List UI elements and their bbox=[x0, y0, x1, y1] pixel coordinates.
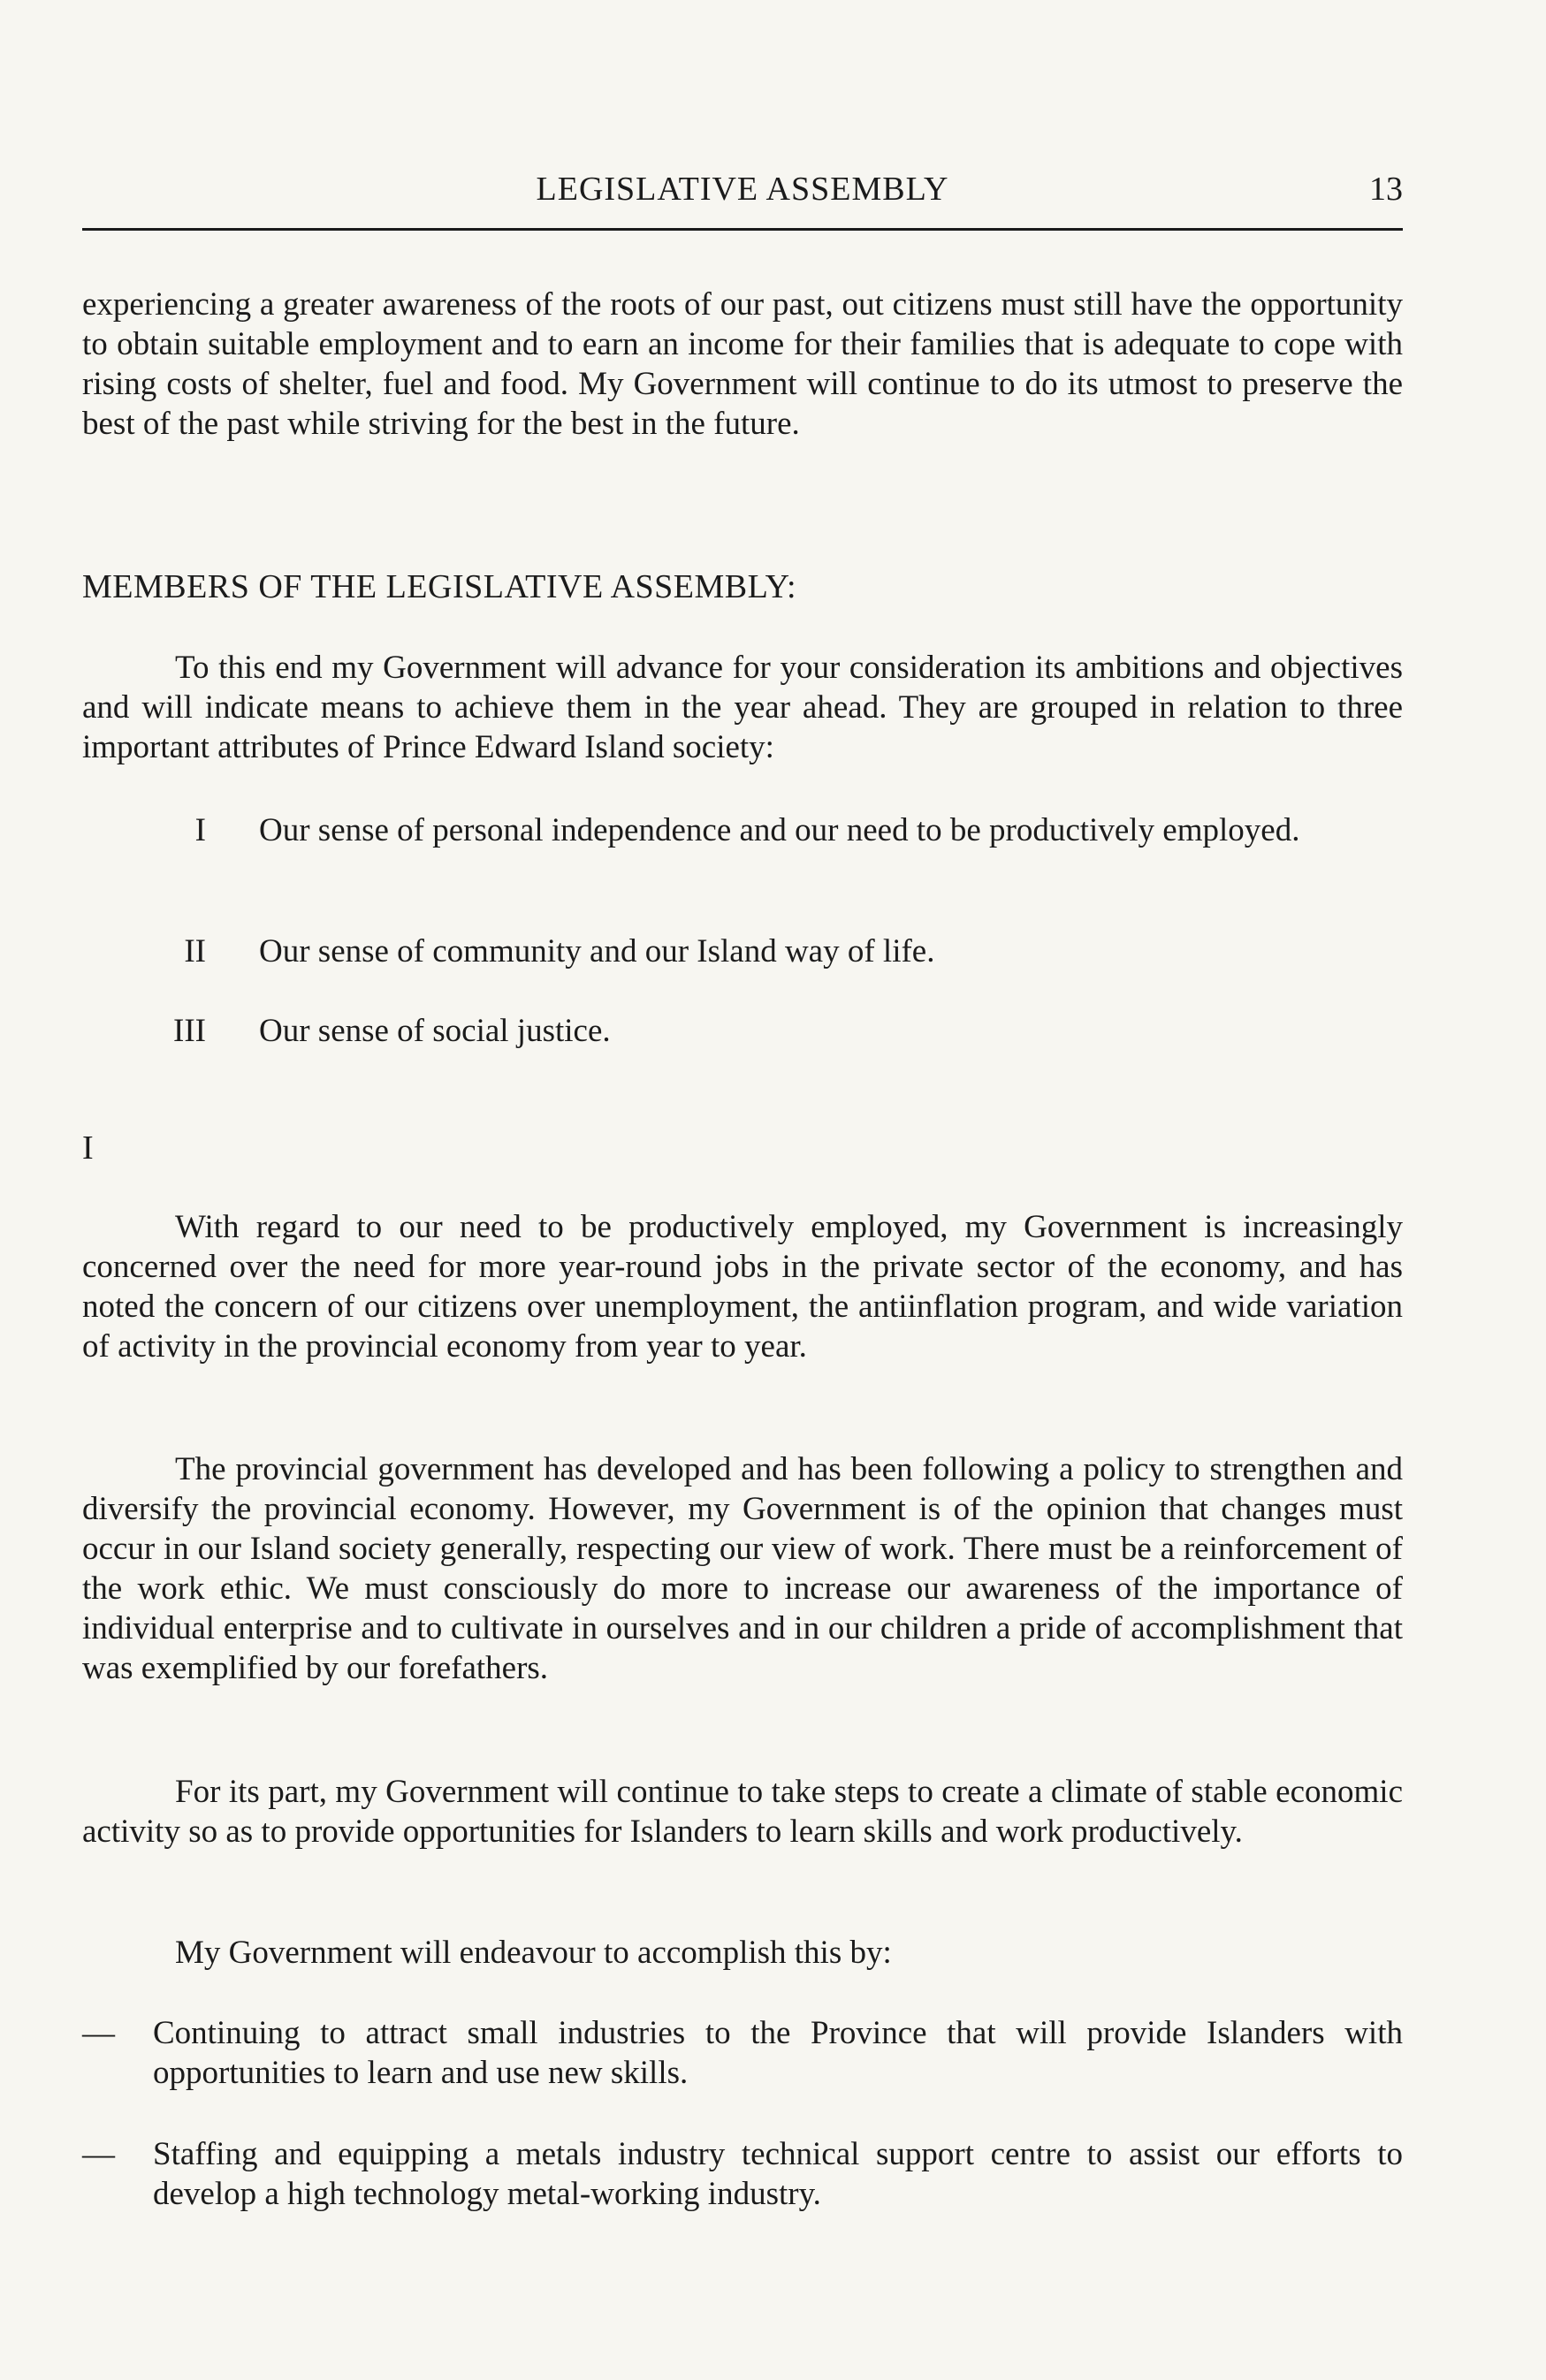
attribute-numeral: II bbox=[184, 933, 206, 969]
header-rule bbox=[82, 228, 1403, 231]
members-heading: MEMBERS OF THE LEGISLATIVE ASSEMBLY: bbox=[82, 568, 797, 605]
measure-text: Staffing and equipping a metals industry technical support centre to assist our efforts to develop a high technology metal-working industry. bbox=[153, 2136, 1403, 2212]
dash-bullet: — bbox=[82, 2015, 115, 2051]
paragraph-climate: For its part, my Government will continue to take steps to create a climate of stable economic activity so as to provide opportunities for Islanders to learn skills and work productively. bbox=[82, 1774, 1403, 1850]
paragraph-economic-policy: The provincial government has developed and has been following a policy to strengthen and diversify the provincial economy. However, my Government is of the opinion that changes must occur in our Island society generally, respecting our view of work. There must be a reinforcement of the work ethic. We must consciously do more to increase our awareness of the importance of individual enterprise and to cultivate in ourselves and in our children a pride of accomplishment that was exemplified by our forefathers. bbox=[82, 1451, 1403, 1686]
section-numeral: I bbox=[82, 1129, 94, 1167]
paragraph-endeavour: My Government will endeavour to accomplish this by: bbox=[175, 1935, 892, 1971]
paragraph-productive-employment: With regard to our need to be productively employed, my Government is increasingly concerned over the need for more year-round jobs in the private sector of the economy, and has noted the concern of our citizens over unemployment, the antiinflation program, and wide variation of activity in the provincial economy from year to year. bbox=[82, 1209, 1403, 1365]
running-title: LEGISLATIVE ASSEMBLY bbox=[536, 171, 949, 208]
attribute-text: Our sense of social justice. bbox=[259, 1013, 611, 1049]
intro-paragraph: To this end my Government will advance for your consideration its ambitions and objectives and will indicate means to achieve them in the year ahead. They are grouped in relation to three important attributes of Prince Edward Island society: bbox=[82, 650, 1403, 765]
measure-item bbox=[82, 2013, 1403, 2095]
measure-item bbox=[82, 2134, 1403, 2216]
attribute-numeral: I bbox=[194, 812, 206, 848]
continuation-paragraph: experiencing a greater awareness of the roots of our past, out citizens must still have the opportunity to obtain suitable employment and to earn an income for their families that is adequate to cope with rising costs of shelter, fuel and food. My Government will continue to do its utmost to preserve the best of the past while striving for the best in the future. bbox=[82, 286, 1403, 442]
attribute-numeral: III bbox=[173, 1013, 206, 1049]
attribute-item bbox=[82, 1011, 1403, 1052]
dash-bullet: — bbox=[82, 2136, 115, 2172]
attribute-item bbox=[82, 931, 1403, 972]
attribute-text: Our sense of community and our Island way of life. bbox=[259, 933, 935, 969]
attribute-text: Our sense of personal independence and our need to be productively employed. bbox=[259, 812, 1300, 848]
measure-text: Continuing to attract small industries to the Province that will provide Islanders with opportunities to learn and use new skills. bbox=[153, 2015, 1403, 2091]
page-number: 13 bbox=[1369, 171, 1403, 208]
section-heading bbox=[82, 1128, 1403, 1168]
attribute-item bbox=[82, 810, 1403, 892]
page-header bbox=[82, 169, 1403, 231]
